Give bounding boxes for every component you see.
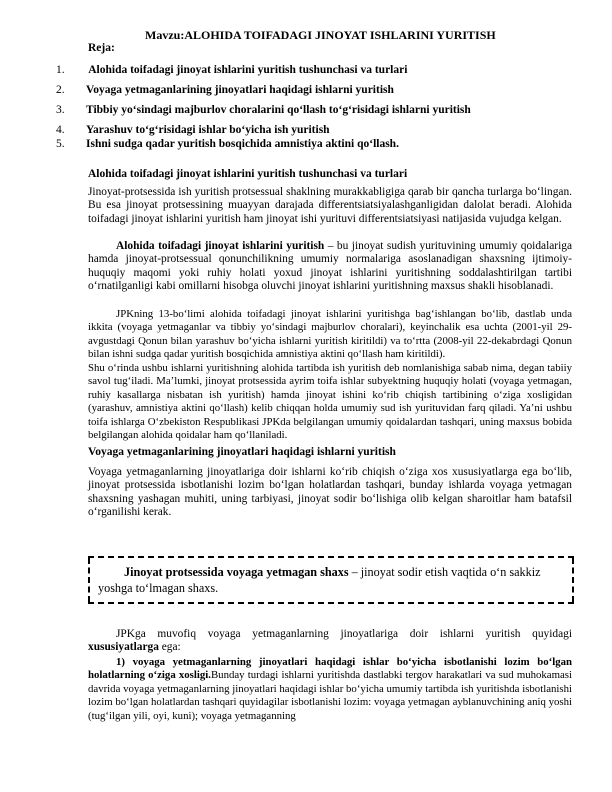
plan-item: [56, 84, 576, 96]
paragraph: Shu o‘rinda ushbu ishlarni yuritishning alohida tartibda ish yuritish deb nomlanishiga sabab nima, degan tabiiy savol tug‘iladi. Ma’lumki, jinoyat protsessida ayrim toifa ishlar subyektning huquqiy holati (voyaga yetmagan, ruhiy kasallarga nisbatan ish yuritish) hamda jinoyat ishini ko‘rib chiqish tartibining o‘ziga xosligidan (yarashuv, amnistiya aktini qo‘llash) kelib chiqqan holda umumiy sud ish yurituvidan farq qiladi. Ya’ni ushbu toifa ishlarga O‘zbekiston Respublikasi JPKda belgilangan umumiy qoidalardan tashqari, uning maxsus bobida belgilangan alohida qoidalar ham qo‘llaniladi.: [88, 362, 572, 442]
plan-item: [56, 64, 576, 76]
plan-item-number: 5.: [56, 138, 65, 150]
paragraph: [88, 240, 572, 294]
page-title: Mavzu:ALOHIDA TOIFADAGI JINOYAT ISHLARINI YURITISH: [145, 28, 496, 42]
plan-item-text: Yarashuv to‘g‘risidagi ishlar bo‘yicha ish yuritish: [86, 124, 330, 136]
plan-item-text: Ishni sudga qadar yuritish bosqichida amnistiya aktini qo‘llash.: [86, 138, 399, 150]
paragraph-text: ega:: [158, 641, 181, 654]
plan-item: [56, 124, 576, 136]
plan-item-number: 2.: [56, 84, 65, 96]
section-heading: Voyaga yetmaganlarining jinoyatlari haqidagi ishlarni yuritish: [88, 446, 396, 458]
plan-item: [56, 138, 576, 150]
definition-body: – jinoyat sodir etish vaqtida o‘n sakkiz yoshga to‘lmagan shaxs.: [98, 565, 541, 595]
plan-item-number: 3.: [56, 104, 65, 116]
definition-box: [88, 556, 574, 604]
paragraph-text: – bu jinoyat sudish yurituvining umumiy qoidalariga hamda jinoyat-protsessual qonunchilikning umumiy normalariga asoslanadigan shaxsning ijtimoiy-huquqiy maqomi yoki ruhiy holati yoxud jinoyat ishlarini yuritishning soddalashtirilgan tartibi o‘rnatilganligi kabi omillarni hisobga oluvchi jinoyat ishlarini yuritishning maxsus shakli hisoblanadi.: [88, 240, 573, 293]
paragraph-text: Bunday turdagi ishlarni yuritishda dastlabki tergov harakatlari va sud muhokamasi davrida voyaga yetmaganlarning jinoyatlari haqidagi ishlar bo‘yicha umumiy tartibda ish yuritishda isbotlanishi lozim bo‘lgan holatlardan tashqari quyidagilar isbotlanishi lozim: voyaga yetmagan ayblanuvchining aniq yoshi (tug‘ilgan yili, oyi, kuni); voyaga yetmaganning: [88, 669, 572, 722]
plan-item-number: 4.: [56, 124, 65, 136]
paragraph: [88, 656, 572, 723]
paragraph-text: JPKga muvofiq voyaga yetmaganlarning jinoyatlariga doir ishlarni yuritish quyidagi: [116, 628, 572, 640]
definition-term: Jinoyat protsessida voyaga yetmagan shaxs: [124, 565, 349, 579]
plan-item-text: Tibbiy yo‘sindagi majburlov choralarini qo‘llash to‘g‘risidagi ishlarni yuritish: [86, 104, 471, 116]
paragraph: Jinoyat-protsessida ish yuritish protsessual shaklning murakkabligiga qarab bir qancha turlarga bo‘lingan. Bu esa jinoyat protsessining muayyan darajada differentsiatsiyalashganligidan dalolat beradi. Alohida toifadagi jinoyat ishlarini yuritish ham jinoyat ishi yurituvi differentsiatsiyasi natijasida vujudga kelgan.: [88, 186, 572, 225]
section-heading: Alohida toifadagi jinoyat ishlarini yuritish tushunchasi va turlari: [88, 168, 408, 180]
plan-item: [56, 104, 576, 116]
plan-heading: Reja:: [88, 42, 115, 54]
paragraph: Voyaga yetmaganlarning jinoyatlariga doir ishlarni ko‘rib chiqish o‘ziga xos xususiyatlarga ega bo‘lib, jinoyat protsessida isbotlanishi lozim bo‘lgan holatlardan tashqari, bunday ishlarda voyaga yetmagan shaxsning yashagan muhiti, uning tarbiyasi, jinoyat sodir bo‘lishiga olib kelgan sharoitlar ham batafsil o‘rganilishi kerak.: [88, 466, 572, 519]
plan-item-number: 1.: [56, 64, 65, 76]
paragraph: [88, 628, 572, 655]
plan-item-text: Alohida toifadagi jinoyat ishlarini yuritish tushunchasi va turlari: [86, 64, 408, 76]
paragraph: JPKning 13-bo‘limi alohida toifadagi jinoyat ishlarini yuritishga bag‘ishlangan bo‘lib, dastlab unda ikkita (voyaga yetmaganlar va tibbiy yo‘sindagi majburlov choralari), keyinchalik esa uchta (2001-yil 29-avgustdagi Qonun bilan yarashuv bo‘yicha ishlarni yuritish kiritildi) va to‘rtta (2008-yil 22-dekabrdagi Qonun bilan ishni sudga qadar yuritish bosqichida amnistiya aktini qo‘llash ham kiritildi).: [88, 308, 572, 361]
definition-text: [98, 564, 566, 596]
bold-term: Alohida toifadagi jinoyat ishlarini yuritish: [116, 240, 325, 252]
bold-term: xususiyatlarga: [88, 641, 159, 654]
bold-term: 1) voyaga yetmaganlarning jinoyatlari haqidagi ishlar bo‘yicha isbotlanishi lozim bo‘lgan holatlarning o‘ziga xosligi.: [88, 656, 572, 682]
plan-item-text: Voyaga yetmaganlarining jinoyatlari haqidagi ishlarni yuritish: [86, 84, 394, 96]
